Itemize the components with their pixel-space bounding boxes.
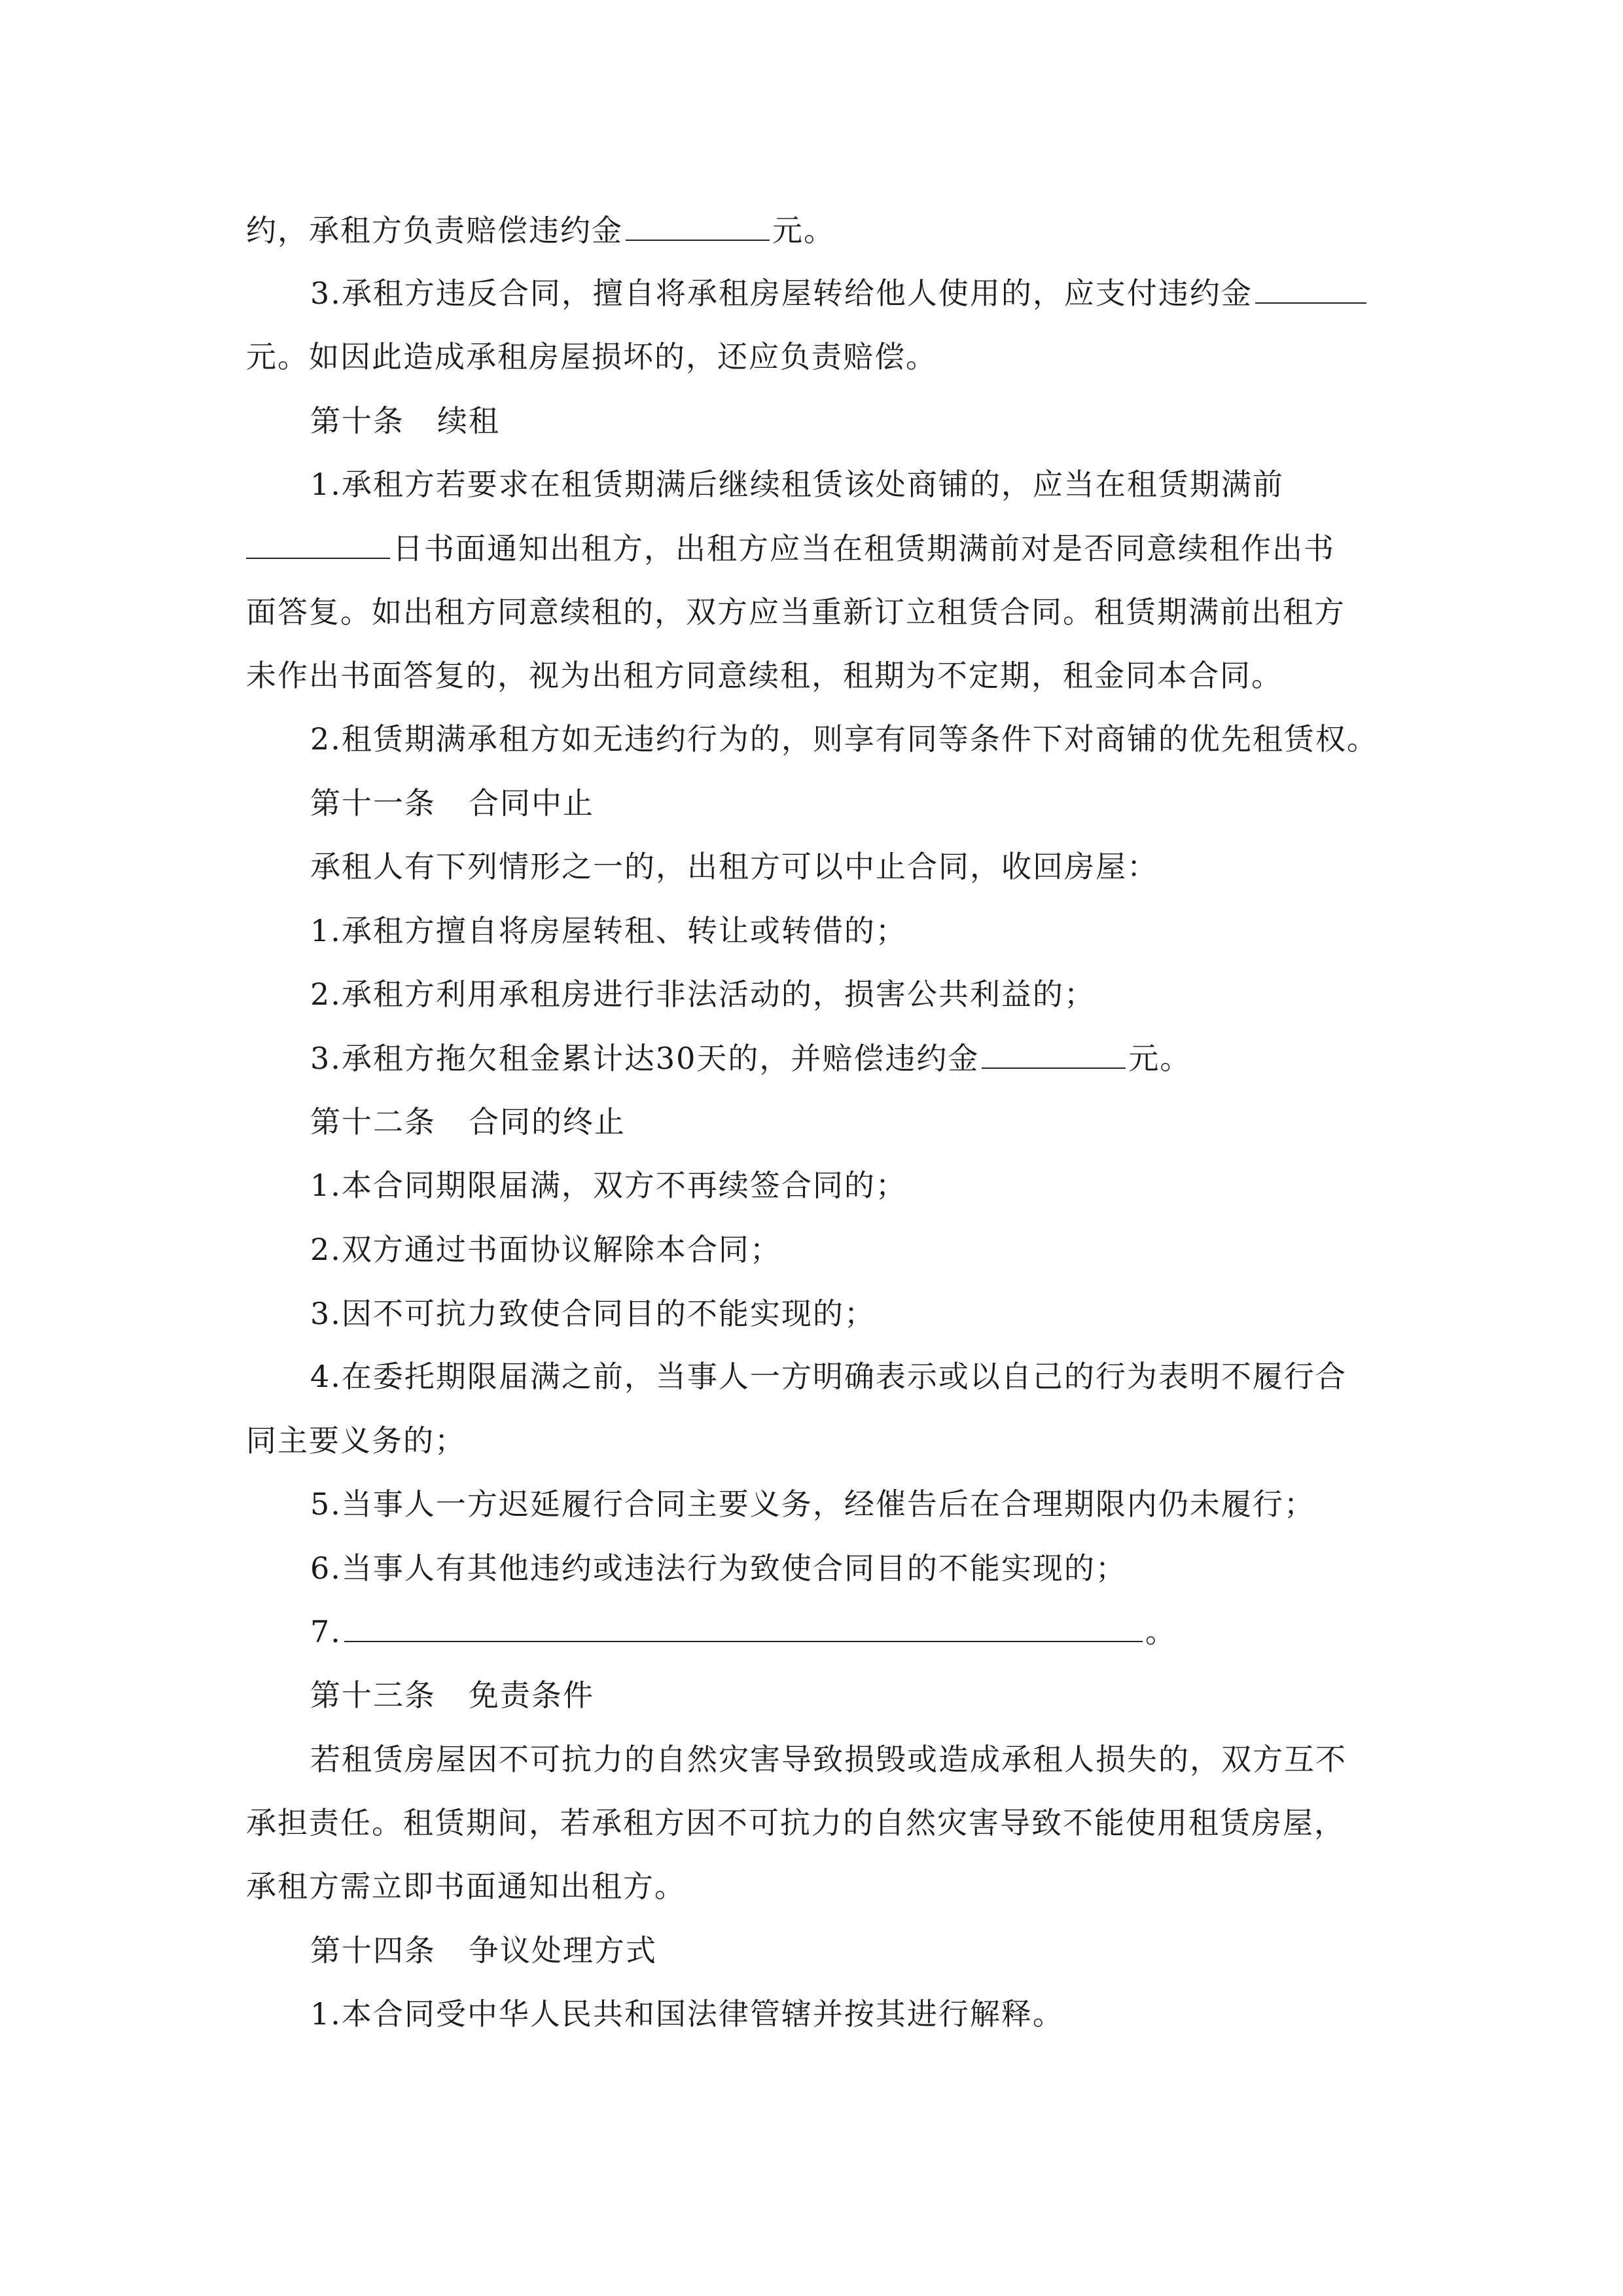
- paragraph-line: [310, 1484, 1449, 1524]
- paragraph-line: [310, 975, 1449, 1014]
- paragraph-line: [310, 847, 1449, 886]
- paragraph-line: [310, 1612, 1449, 1651]
- paragraph-line: [246, 337, 1385, 376]
- text-segment: 同主要义务的；: [246, 1423, 466, 1458]
- text-segment: 2.双方通过书面协议解除本合同；: [310, 1232, 781, 1267]
- paragraph-line: [310, 719, 1449, 759]
- text-segment: 约，承租方负责赔偿违约金: [246, 213, 623, 248]
- article-number: 第十二条: [310, 1104, 436, 1139]
- article-heading: [310, 401, 1449, 440]
- fill-in-blank: [626, 211, 770, 241]
- text-segment: 7.: [310, 1614, 342, 1649]
- paragraph-line: [310, 1994, 1449, 2034]
- paragraph-line: [310, 1230, 1449, 1269]
- paragraph-line: [246, 592, 1385, 632]
- article-title: 续租: [437, 403, 500, 439]
- article-heading: [310, 1102, 1449, 1141]
- fill-in-blank: [246, 529, 390, 559]
- article-heading: [310, 1931, 1449, 1970]
- paragraph-line: [246, 211, 1385, 250]
- text-segment: 6.当事人有其他违约或违法行为致使合同目的不能实现的；: [310, 1551, 1127, 1586]
- paragraph-line: [310, 1166, 1449, 1205]
- fill-in-blank: [982, 1039, 1126, 1069]
- article-number: 第十一条: [310, 785, 436, 821]
- paragraph-line: [246, 1803, 1385, 1842]
- paragraph-line: [310, 911, 1449, 950]
- paragraph-line: [310, 1294, 1449, 1333]
- article-title: 合同的终止: [469, 1104, 626, 1139]
- fill-in-blank: [1255, 274, 1366, 304]
- text-segment: 1.本合同受中华人民共和国法律管辖并按其进行解释。: [310, 1996, 1064, 2032]
- paragraph-line: [310, 1039, 1449, 1078]
- text-segment: 面答复。如出租方同意续租的，双方应当重新订立租赁合同。租赁期满前出租方: [246, 594, 1346, 630]
- article-number: 第十三条: [310, 1677, 436, 1713]
- text-segment: 元。如因此造成承租房屋损坏的，还应负责赔偿。: [246, 339, 937, 374]
- article-title: 合同中止: [469, 785, 594, 821]
- text-segment: 若租赁房屋因不可抗力的自然灾害导致损毁或造成承租人损失的，双方互不: [310, 1742, 1347, 1777]
- text-segment: 。: [1145, 1614, 1177, 1649]
- paragraph-line: [246, 1421, 1385, 1460]
- text-segment: 承担责任。租赁期间，若承租方因不可抗力的自然灾害导致不能使用租赁房屋，: [246, 1805, 1346, 1840]
- text-segment: 承租人有下列情形之一的，出租方可以中止合同，收回房屋：: [310, 849, 1158, 884]
- paragraph-line: [310, 274, 1449, 313]
- article-title: 争议处理方式: [469, 1933, 657, 1968]
- article-title: 免责条件: [469, 1677, 594, 1713]
- article-heading: [310, 1676, 1449, 1715]
- text-segment: 3.因不可抗力致使合同目的不能实现的；: [310, 1296, 876, 1331]
- article-number: 第十条: [310, 403, 404, 439]
- text-segment: 未作出书面答复的，视为出租方同意续租，租期为不定期，租金同本合同。: [246, 658, 1283, 693]
- text-segment: 3.承租方违反合同，擅自将承租房屋转给他人使用的，应支付违约金: [310, 276, 1253, 311]
- text-segment: 1.本合同期限届满，双方不再续签合同的；: [310, 1168, 907, 1203]
- text-segment: 1.承租方若要求在租赁期满后继续租赁该处商铺的，应当在租赁期满前: [310, 467, 1284, 502]
- text-segment: 5.当事人一方迟延履行合同主要义务，经催告后在合理期限内仍未履行；: [310, 1486, 1315, 1522]
- text-segment: 2.承租方利用承租房进行非法活动的，损害公共利益的；: [310, 977, 1096, 1012]
- text-segment: 日书面通知出租方，出租方应当在租赁期满前对是否同意续租作出书: [393, 531, 1335, 566]
- paragraph-line: [246, 656, 1385, 695]
- paragraph-line: [310, 1740, 1449, 1779]
- article-number: 第十四条: [310, 1933, 436, 1968]
- paragraph-line: [246, 529, 1385, 568]
- text-segment: 2.租赁期满承租方如无违约行为的，则享有同等条件下对商铺的优先租赁权。: [310, 721, 1378, 757]
- text-segment: 承租方需立即书面通知出租方。: [246, 1869, 686, 1904]
- article-heading: [310, 783, 1449, 823]
- text-segment: 4.在委托期限届满之前，当事人一方明确表示或以自己的行为表明不履行合: [310, 1359, 1347, 1394]
- text-segment: 元。: [772, 213, 835, 248]
- text-segment: 3.承租方拖欠租金累计达30天的，并赔偿违约金: [310, 1041, 980, 1076]
- text-segment: 元。: [1128, 1041, 1192, 1076]
- paragraph-line: [246, 1867, 1385, 1906]
- paragraph-line: [310, 465, 1449, 504]
- paragraph-line: [310, 1549, 1449, 1588]
- text-segment: 1.承租方擅自将房屋转租、转让或转借的；: [310, 913, 907, 948]
- paragraph-line: [310, 1357, 1449, 1396]
- fill-in-blank: [344, 1612, 1143, 1642]
